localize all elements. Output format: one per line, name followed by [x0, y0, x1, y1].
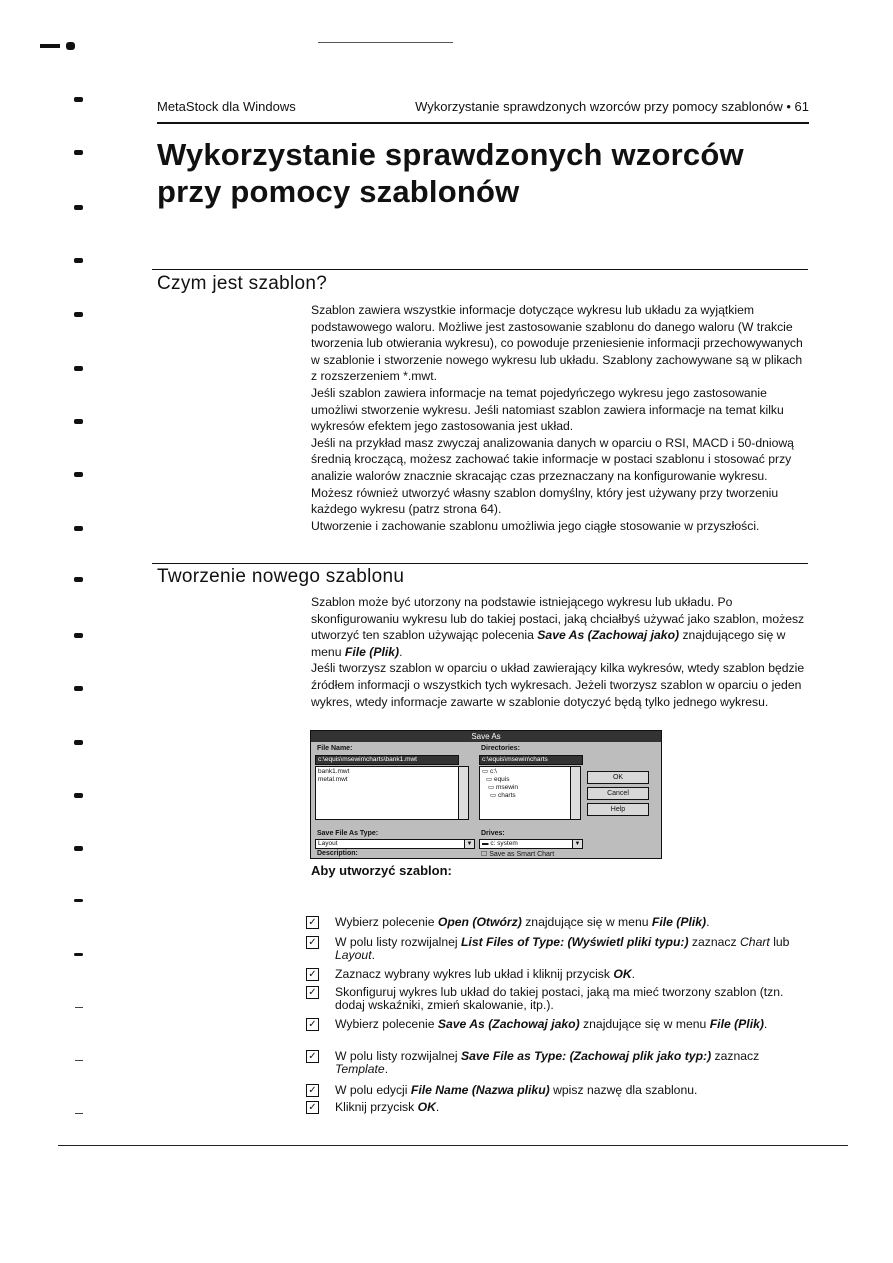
dir-name: equis [493, 776, 510, 783]
checkmark-icon: ✓ [306, 1084, 319, 1097]
title-line-2: przy pomocy szablonów [157, 174, 520, 209]
text: Wybierz polecenie [335, 915, 438, 929]
ok-button[interactable]: OK [587, 771, 649, 784]
chevron-down-icon[interactable]: ▼ [572, 840, 582, 848]
header-right: Wykorzystanie sprawdzonych wzorców przy pomocy szablonów • 61 [415, 99, 809, 114]
text: Kliknij przycisk [335, 1100, 418, 1114]
button-name: OK [417, 1100, 436, 1114]
section-rule [152, 563, 808, 564]
directories-path: c:\equis\msewin\charts [479, 755, 583, 765]
command-name: Open (Otwórz) [437, 915, 522, 929]
text: . [399, 644, 403, 659]
cancel-button[interactable]: Cancel [587, 787, 649, 800]
paragraph: Utworzenie i zachowanie szablonu umożliwia jego ciągłe stosowanie w przyszłości. [311, 518, 760, 533]
text: Zaznacz wybrany wykres lub układ i kliknij przycisk [335, 967, 614, 981]
header-rule [157, 122, 809, 124]
binding-mark [74, 150, 83, 155]
button-name: OK [613, 967, 632, 981]
drives-label: Drives: [481, 830, 505, 837]
text: Szablon może być utorzony na podstawie istniejącego wykresu lub układu. Po skonfigurowaniu wykresu lub do takiej postaci, jaką chciałbyś używać jako szablon, możesz utworzyć ten szablon używając polecenia [311, 595, 805, 643]
text: . [435, 1100, 440, 1114]
text: lub [769, 935, 790, 949]
paragraph: Jeśli szablon zawiera informacje na temat pojedyńczego wykresu jego zastosowanie umożliwi stworzenie wykresu. Jeśli natomiast szablon zawiera informacje na temat kilku wykresów efektem jego zastosowania jest układ. [311, 385, 784, 434]
title-line-1: Wykorzystanie sprawdzonych wzorców [157, 137, 744, 172]
step-text [335, 936, 805, 962]
binding-mark [74, 419, 83, 424]
description-label: Description: [317, 850, 358, 857]
step-text [335, 1050, 805, 1076]
header-left: MetaStock dla Windows [157, 99, 296, 114]
binding-mark [74, 258, 83, 263]
text: . [631, 967, 636, 981]
save-type-label: Save File As Type: [317, 830, 379, 837]
binding-mark [74, 740, 83, 745]
section1-body [311, 302, 807, 534]
save-as-dialog [310, 730, 662, 859]
binding-mark [74, 472, 83, 477]
list-item[interactable] [482, 792, 578, 800]
binding-mark [74, 793, 83, 798]
text: W polu listy rozwijalnej [335, 1049, 461, 1063]
section-rule [152, 269, 808, 270]
menu-name: File (Plik) [344, 644, 400, 659]
binding-mark [75, 1113, 83, 1114]
dir-name: charts [497, 792, 516, 799]
option-name: Chart [740, 935, 770, 949]
text: W polu edycji [335, 1083, 411, 1097]
checkmark-icon: ✓ [306, 1101, 319, 1114]
binding-mark [74, 846, 83, 851]
binding-mark [74, 312, 83, 317]
list-item[interactable] [482, 768, 578, 776]
checkmark-icon: ✓ [306, 986, 319, 999]
scrollbar[interactable] [458, 767, 468, 819]
paragraph [311, 594, 807, 660]
file-name-label: File Name: [317, 745, 353, 752]
checkmark-icon: ✓ [306, 968, 319, 981]
step-text [335, 1084, 805, 1097]
text: W polu listy rozwijalnej [335, 935, 461, 949]
binding-mark [74, 97, 83, 102]
binding-mark [74, 686, 83, 691]
scan-mark [40, 44, 60, 48]
text: zaznacz [688, 935, 740, 949]
text: . [371, 948, 375, 962]
select-value: c: system [490, 840, 518, 847]
paragraph: Szablon zawiera wszystkie informacje dotyczące wykresu lub układu za wyjątkiem podstawowego waloru. Możliwe jest zastosowanie szablonu do danego waloru (W trakcie tworzenia lub otwierania wykresu), co powoduje przeniesienie informacji przechowywanych w szablonie i stworzenie nowego wykresu lub układu. Szablony zachowywane są w plikach z rozszerzeniem *.mwt. [311, 303, 803, 384]
menu-name: File (Plik) [709, 1017, 764, 1031]
text: znajdujące się w menu [521, 915, 652, 929]
chevron-down-icon[interactable]: ▼ [464, 840, 474, 848]
steps-title: Aby utworzyć szablon: [311, 863, 452, 878]
option-name: Layout [335, 948, 372, 962]
file-name-input[interactable]: c:\equis\msewin\charts\bank1.mwt [315, 755, 459, 765]
command-name: Save As (Zachowaj jako) [437, 1017, 580, 1031]
folder-icon: ▭ [482, 768, 490, 775]
binding-mark [74, 953, 83, 956]
scan-mark [66, 42, 75, 50]
help-button[interactable]: Help [587, 803, 649, 816]
checkbox-label: Save as Smart Chart [489, 851, 555, 858]
file-list[interactable] [315, 766, 469, 820]
binding-mark [74, 526, 83, 531]
checkmark-icon: ✓ [306, 936, 319, 949]
select-value: Layout [318, 840, 338, 847]
option-name: Template [335, 1062, 385, 1076]
drive-icon: ▬ [482, 840, 491, 847]
text: wpisz nazwę dla szablonu. [549, 1083, 698, 1097]
field-name: Save File as Type: (Zachowaj plik jako typ:) [460, 1049, 712, 1063]
section-heading-what-is-template: Czym jest szablon? [157, 273, 328, 294]
step-text [335, 916, 805, 929]
list-item[interactable] [482, 776, 578, 784]
checkmark-icon: ✓ [306, 916, 319, 929]
checkmark-icon: ✓ [306, 1050, 319, 1063]
command-name: Save As (Zachowaj jako) [537, 628, 680, 643]
list-item[interactable]: metal.mwt [318, 776, 348, 783]
section2-body [311, 594, 807, 710]
text: . [763, 1017, 768, 1031]
binding-mark [74, 366, 83, 371]
paragraph: Możesz również utworzyć własny szablon domyślny, który jest używany przy tworzeniu każdego wykresu (patrz strona 64). [311, 485, 779, 517]
step-text [335, 1101, 805, 1114]
save-type-select[interactable] [315, 839, 475, 849]
field-name: List Files of Type: (Wyświetl pliki typu:) [460, 935, 689, 949]
smart-chart-checkbox[interactable]: ☐ Save as Smart Chart [481, 851, 555, 858]
step-text [335, 968, 805, 981]
directories-label: Directories: [481, 745, 520, 752]
text: zaznacz [711, 1049, 760, 1063]
dir-name: msewin [495, 784, 518, 791]
field-name: File Name (Nazwa pliku) [410, 1083, 550, 1097]
list-item[interactable]: bank1.mwt [318, 768, 350, 775]
step-text: Skonfiguruj wykres lub układ do takiej postaci, jaką ma mieć tworzony szablon (tzn. dodaj wskaźniki, zmień skalowanie, itp.). [335, 985, 784, 1012]
section-heading-new-template: Tworzenie nowego szablonu [157, 566, 405, 587]
page-title [157, 136, 809, 210]
list-item[interactable] [482, 784, 578, 792]
checkmark-icon: ✓ [306, 1018, 319, 1031]
binding-mark [75, 1060, 83, 1061]
footer-rule [58, 1145, 848, 1146]
drives-select[interactable] [479, 839, 583, 849]
folder-icon: ▭ [490, 792, 498, 799]
text: . [706, 915, 710, 929]
menu-name: File (Plik) [651, 915, 707, 929]
text: . [384, 1062, 389, 1076]
folder-icon: ▭ [486, 776, 494, 783]
binding-mark [75, 1007, 83, 1008]
text: znajdujące się w menu [579, 1017, 710, 1031]
directory-list[interactable] [479, 766, 581, 820]
text: znajdującego się w menu [311, 628, 786, 659]
paragraph: Jeśli na przykład masz zwyczaj analizowania danych w oparciu o RSI, MACD i 50-dniową średnią kroczącą, możesz zachować takie informacje w postaci szablonu i stosować przy analizie walorów znacznie skracając czas przeznaczany na konfigurowanie wykresu. [311, 435, 794, 483]
paragraph: Jeśli tworzysz szablon w oparciu o układ zawierający kilka wykresów, wtedy szablon będzie źródłem informacji o wszystkich tych wykresach. Jeżeli tworzysz szablon w oparciu o jeden wykres, wtedy informacje zawarte w szablonie dotyczyć będą tylko jednego wykresu. [311, 661, 805, 709]
binding-mark [74, 205, 83, 210]
binding-mark [74, 577, 83, 582]
binding-mark [74, 899, 83, 902]
scrollbar[interactable] [570, 767, 580, 819]
dir-name: c:\ [489, 768, 497, 775]
folder-icon: ▭ [488, 784, 496, 791]
scan-line [318, 42, 453, 43]
binding-mark [74, 633, 83, 638]
step-text [335, 1018, 805, 1031]
dialog-title: Save As [311, 731, 661, 742]
text: Wybierz polecenie [335, 1017, 438, 1031]
